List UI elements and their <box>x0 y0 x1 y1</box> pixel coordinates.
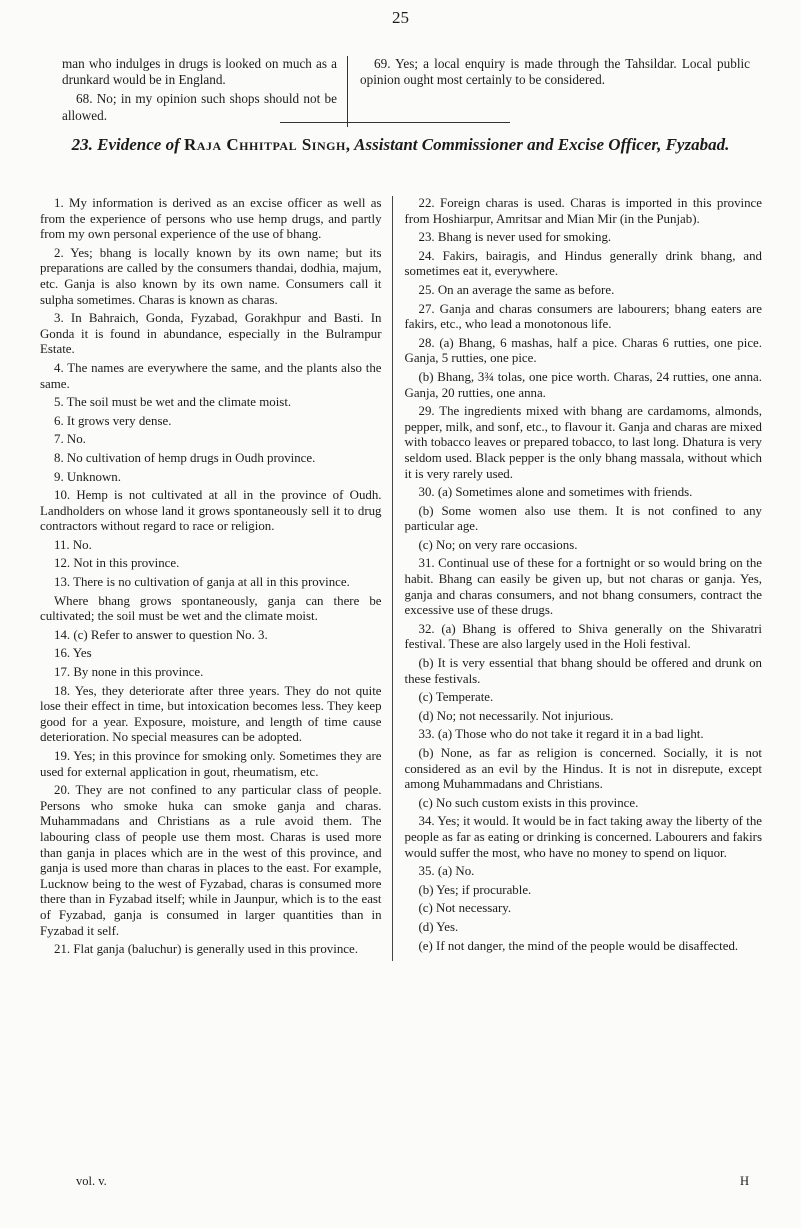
answer-paragraph: (c) Not necessary. <box>418 901 512 916</box>
answer-paragraph: 1. My information is derived as an excise officer as well as from the experience of persons who use hemp drugs, and partly from my own personal experience of the use of bhang. <box>40 196 382 242</box>
answer-paragraph: (b) None, as far as religion is concerned. Socially, it is not considered as an evil by the Hindus. It is not in disrepute, except among Muhammadans and Christians. <box>404 746 762 792</box>
answer-paragraph: 34. Yes; it would. It would be in fact taking away the liberty of the people as far as eating or drinking is concerned. Labourers and fakirs would suffer the most, who have no money to spend on liquor. <box>404 814 762 860</box>
answer-paragraph: 12. Not in this province. <box>54 556 180 571</box>
answer-paragraph: 10. Hemp is not cultivated at all in the province of Oudh. Landholders on whose land it grows spontaneously sell it to drug contractors without regard to race or religion. <box>40 488 382 534</box>
heading-prefix: 23. Evidence of <box>71 135 185 154</box>
signature-mark: H <box>739 1174 749 1188</box>
answer-paragraph: 27. Ganja and charas consumers are labourers; bhang eaters are fakirs, etc., who lead a monotonous life. <box>404 301 762 332</box>
answer-paragraph: 2. Yes; bhang is locally known by its own name; but its preparations are called by the consumers thandai, dodhia, majum, etc. Ganja is also known by its own name. Consumers call it sulpha sometimes. Charas is known as charas. <box>40 245 382 307</box>
answer-paragraph: Where bhang grows spontaneously, ganja can there be cultivated; the soil must be wet and the climate moist. <box>40 593 382 624</box>
right-column <box>393 196 762 961</box>
left-column <box>40 196 393 961</box>
answer-paragraph: 14. (c) Refer to answer to question No. 3. <box>54 627 268 642</box>
answer-paragraph: (b) Some women also use them. It is not confined to any particular age. <box>404 503 762 534</box>
answer-paragraph: 5. The soil must be wet and the climate moist. <box>54 395 292 410</box>
answer-paragraph: 33. (a) Those who do not take it regard it in a bad light. <box>418 727 704 742</box>
answer-paragraph: 7. No. <box>54 432 86 447</box>
answer-paragraph: 29. The ingredients mixed with bhang are cardamoms, almonds, pepper, milk, and sonf, etc., to flavour it. Ganja and charas are mixed with tobacco leaves or prepared tobacco, to last long. Dhatura is very seldom used. Black pepper is the only bhang massala, without which it is very rarely used. <box>404 404 762 481</box>
volume-label: vol. v. <box>76 1174 107 1188</box>
answer-paragraph: 23. Bhang is never used for smoking. <box>418 230 612 245</box>
page-number: 25 <box>392 8 409 27</box>
answer-paragraph: 8. No cultivation of hemp drugs in Oudh province. <box>54 450 316 465</box>
paragraph: man who indulges in drugs is looked on much as a drunkard would be in England. <box>62 56 337 88</box>
answer-paragraph: (b) Bhang, 3¾ tolas, one pice worth. Charas, 24 rutties, one anna. Ganja, 20 rutties, one anna. <box>404 369 762 400</box>
answer-paragraph: 4. The names are everywhere the same, and the plants also the same. <box>40 360 382 391</box>
answer-paragraph: 32. (a) Bhang is offered to Shiva generally on the Shivaratri festival. These are also largely used in the Holi festival. <box>404 621 762 652</box>
answer-paragraph: 18. Yes, they deteriorate after three years. They do not quite lose their effect in time, but intoxication becomes less. They keep good for a year. Exposure, moisture, and length of time cause deterioration. No special measures can be adopted. <box>40 683 382 745</box>
paragraph: 69. Yes; a local enquiry is made through the Tahsildar. Local public opinion ought most certainly to be considered. <box>360 56 750 88</box>
answer-paragraph: 3. In Bahraich, Gonda, Fyzabad, Gorakhpur and Basti. In Gonda it is found in abundance, especially in the Bulrampur Estate. <box>40 311 382 357</box>
top-right-column <box>348 56 750 127</box>
answer-paragraph: 21. Flat ganja (baluchur) is generally used in this province. <box>54 942 358 957</box>
answer-paragraph: (b) Yes; if procurable. <box>418 882 532 897</box>
answer-paragraph: 35. (a) No. <box>418 864 475 879</box>
answer-paragraph: 19. Yes; in this province for smoking only. Sometimes they are used for external application in gout, rheumatism, etc. <box>40 749 382 779</box>
continued-section <box>62 56 752 127</box>
answer-paragraph: (b) It is very essential that bhang should be offered and drunk on these festivals. <box>404 656 762 686</box>
answer-paragraph: (c) No such custom exists in this province. <box>418 795 639 810</box>
answer-paragraph: 11. No. <box>54 537 92 552</box>
answer-paragraph: 28. (a) Bhang, 6 mashas, half a pice. Charas 6 rutties, one pice. Ganja, 5 rutties, one pice. <box>404 335 762 366</box>
paragraph: 68. No; in my opinion such shops should not be allowed. <box>62 91 337 123</box>
answer-paragraph: (c) Temperate. <box>418 690 494 705</box>
evidence-body <box>40 196 762 961</box>
section-heading <box>40 134 761 156</box>
section-divider <box>280 122 510 123</box>
answer-paragraph: 20. They are not confined to any particular class of people. Persons who smoke huka can smoke ganja and charas. Muhammadans and Christians as a rule avoid them. The labouring class of people use them most. Charas is used more than ganja in places which are in the west of this province, and ganja is used more than charas in places to the east. For example, Lucknow being to the west of Fyzabad, charas is consumed more there than in Fyzabad itself; while in Jaunpur, which is to the east of Fyzabad, ganja is consumed in larger quantities than in Fyzabad it self. <box>40 783 382 938</box>
answer-paragraph: 17. By none in this province. <box>54 665 204 680</box>
answer-paragraph: (d) Yes. <box>418 919 459 934</box>
answer-paragraph: 13. There is no cultivation of ganja at all in this province. <box>54 575 350 590</box>
answer-paragraph: (e) If not danger, the mind of the people would be disaffected. <box>418 938 739 953</box>
answer-paragraph: 31. Continual use of these for a fortnight or so would bring on the habit. Bhang can easily be given up, but not charas or ganja. Yes, ganja and charas consumers, and not bhang consumers, contract the excessive use of these drugs. <box>404 556 762 618</box>
answer-paragraph: (c) No; on very rare occasions. <box>418 537 578 552</box>
answer-paragraph: 9. Unknown. <box>54 469 121 484</box>
answer-paragraph: 24. Fakirs, bairagis, and Hindus generally drink bhang, and sometimes eat it, everywhere. <box>404 248 762 279</box>
answer-paragraph: 22. Foreign charas is used. Charas is imported in this province from Hoshiarpur, Amritsar and Mian Mir (in the Punjab). <box>404 196 762 226</box>
answer-paragraph: 16. Yes <box>54 646 92 661</box>
answer-paragraph: 30. (a) Sometimes alone and sometimes with friends. <box>418 485 693 500</box>
answer-paragraph: 25. On an average the same as before. <box>418 282 615 297</box>
top-left-column <box>62 56 348 127</box>
answer-paragraph: (d) No; not necessarily. Not injurious. <box>418 708 614 723</box>
answer-paragraph: 6. It grows very dense. <box>54 413 172 428</box>
witness-name: Raja Chhitpal Singh, <box>184 135 351 154</box>
heading-suffix: Assistant Commissioner and Excise Officer, Fyzabad. <box>350 135 730 154</box>
